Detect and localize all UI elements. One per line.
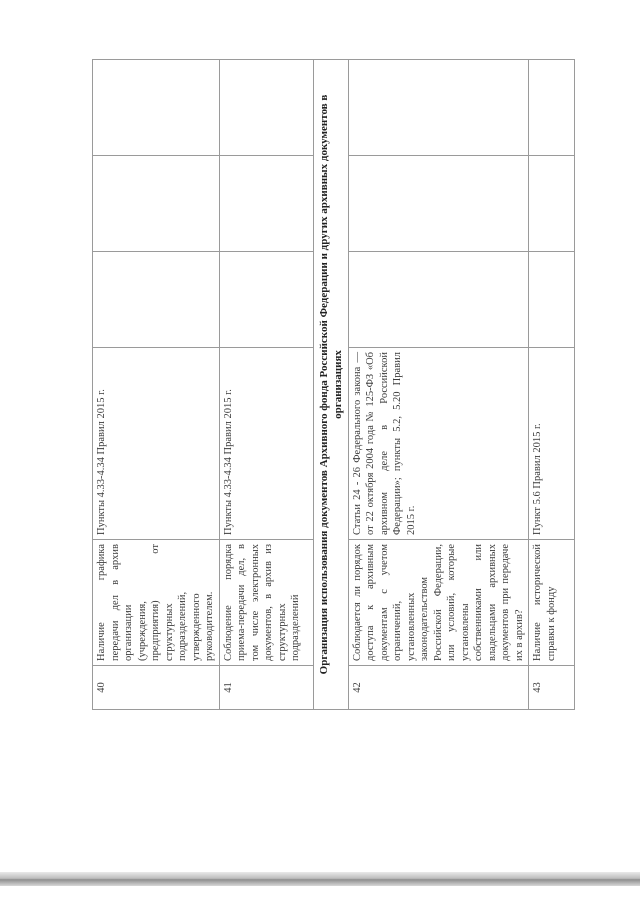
row-number: 41 (219, 666, 313, 710)
table-row (219, 60, 313, 710)
note-cell (219, 60, 313, 156)
legal-basis-cell: Пункты 4.33-4.34 Правил 2015 г. (219, 348, 313, 540)
row-number: 43 (529, 666, 575, 710)
answer-no-cell (348, 156, 529, 252)
note-cell (529, 60, 575, 156)
answer-yes-cell (529, 252, 575, 348)
answer-no-cell (219, 156, 313, 252)
scan-bottom-edge (0, 872, 640, 886)
requirement-cell: Наличие исторической справки к фонду (529, 540, 575, 666)
table-row (348, 60, 529, 710)
section-header-row (313, 60, 348, 710)
table-row (529, 60, 575, 710)
requirement-cell: Соблюдается ли порядок доступа к архивным документам с учетом ограничений, установленных законодательством Российской Федерации, или условий, которые установлены собственниками или владельцами архивных документов при передаче их в архив? (348, 540, 529, 666)
note-cell (348, 60, 529, 156)
row-number: 40 (93, 666, 220, 710)
row-number: 42 (348, 666, 529, 710)
answer-no-cell (529, 156, 575, 252)
answer-no-cell (93, 156, 220, 252)
answer-yes-cell (93, 252, 220, 348)
legal-basis-cell: Пункты 4.33-4.34 Правил 2015 г. (93, 348, 220, 540)
rotated-checklist-page (92, 60, 557, 710)
checklist-table (92, 59, 575, 710)
legal-basis-cell: Пункт 5.6 Правил 2015 г. (529, 348, 575, 540)
requirement-cell: Соблюдение порядка приема-передачи дел, в том числе электронных документов, в архив из структурных подразделений (219, 540, 313, 666)
table-row (93, 60, 220, 710)
legal-basis-cell: Статьи 24 - 26 Федерального закона — от 22 октября 2004 года № 125-ФЗ «Об архивном деле в Российской Федерации»; пункты 5.2, 5.20 Правил 2015 г. (348, 348, 529, 540)
note-cell (93, 60, 220, 156)
answer-yes-cell (219, 252, 313, 348)
section-title: Организация использования документов Архивного фонда Российской Федерации и других архивных документов в организациях (313, 60, 348, 710)
answer-yes-cell (348, 252, 529, 348)
requirement-cell: Наличие графика передачи дел в архив организации (учреждения, предприятия) от структурных подразделений, утвержденного руководителем. (93, 540, 220, 666)
